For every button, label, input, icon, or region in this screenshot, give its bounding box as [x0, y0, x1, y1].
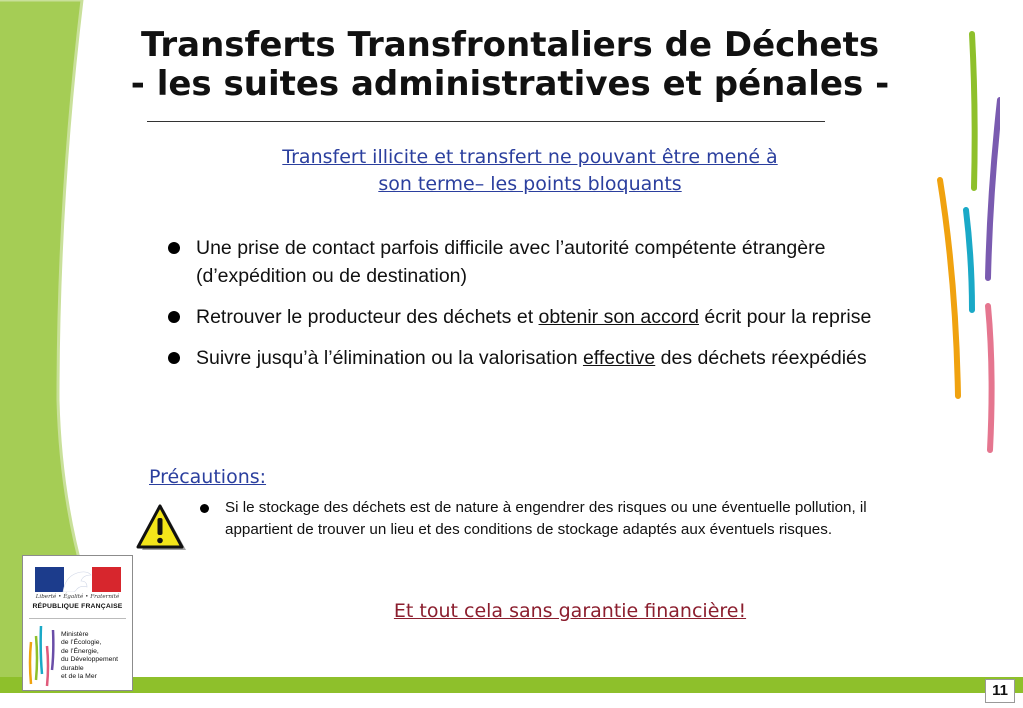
ministry-line: du Développement [61, 656, 119, 664]
precaution-text: Si le stockage des déchets est de nature à engendrer des risques ou une éventuelle pollution, il appartient de trouver un lieu et des conditions de stockage adaptés aux éventuels risques. [225, 499, 867, 538]
main-bullet-list [166, 234, 886, 385]
flag-icon [35, 567, 121, 592]
bottom-strip [0, 693, 1023, 708]
precautions-heading: Précautions: [149, 466, 267, 488]
page-number: 11 [985, 679, 1015, 703]
subtitle-line-2: son terme– les points bloquants [378, 173, 682, 195]
final-note: Et tout cela sans garantie financière! [393, 600, 747, 622]
ministry-line: et de la Mer [61, 673, 97, 681]
ministry-line: Ministère [61, 631, 89, 638]
ministry-name [61, 631, 131, 681]
title-line-2: - les suites administratives et pénales - [130, 64, 890, 104]
bullet-text: Une prise de contact parfois difficile avec l’autorité compétente étrangère (d’expédition ou de destination) [196, 237, 826, 287]
ministry-line: durable [61, 664, 84, 672]
precaution-item [200, 497, 937, 541]
slide-title [60, 26, 960, 104]
ministry-line: de l’Énergie, [61, 647, 99, 655]
decorative-strokes [920, 20, 1000, 470]
ministry-line: de l’Écologie, [61, 639, 102, 647]
ministry-logo [22, 555, 133, 691]
bullet-dot-icon [168, 242, 180, 254]
logo-motto: Liberté • Égalité • Fraternité [35, 594, 120, 600]
subtitle-line-1: Transfert illicite et transfert ne pouvant être mené à [282, 146, 778, 168]
bullet-text-start: Retrouver le producteur des déchets et [196, 306, 539, 328]
title-divider [147, 121, 825, 122]
bullet-item [166, 303, 886, 331]
bullet-text-end: des déchets réexpédiés [655, 347, 867, 369]
logo-divider [29, 618, 126, 619]
bullet-dot-icon [168, 352, 180, 364]
bullet-dot-icon [200, 504, 209, 513]
bullet-emphasis: obtenir son accord [538, 306, 699, 328]
bullet-text-start: Suivre jusqu’à l’élimination ou la valorisation [196, 347, 583, 369]
bullet-text-end: écrit pour la reprise [698, 306, 872, 328]
logo-republic: RÉPUBLIQUE FRANÇAISE [32, 603, 123, 610]
warning-triangle-icon [136, 502, 188, 556]
bullet-emphasis: effective [582, 347, 656, 369]
bullet-item [166, 344, 886, 372]
ministry-lines-icon [26, 622, 60, 688]
title-line-1: Transferts Transfrontaliers de Déchets [140, 25, 880, 65]
section-subtitle [210, 144, 850, 198]
bottom-green-bar [0, 677, 1023, 693]
bullet-dot-icon [168, 311, 180, 323]
bullet-item [166, 234, 886, 290]
